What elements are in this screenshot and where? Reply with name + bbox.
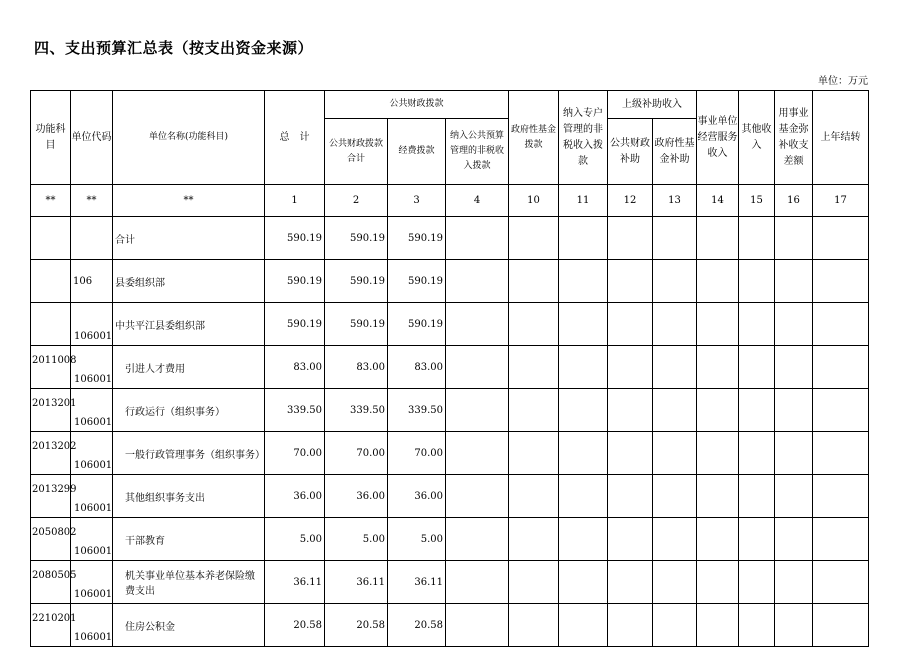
empty-cell [813,303,869,346]
funding-cell: 36.00 [388,475,446,518]
index-cell: 11 [559,185,608,217]
empty-cell [446,346,509,389]
total-cell: 83.00 [265,346,325,389]
empty-cell [775,303,813,346]
empty-cell [509,561,559,604]
table-row [31,217,869,260]
public-total-cell: 70.00 [325,432,388,475]
total-cell: 339.50 [265,389,325,432]
empty-cell [559,346,608,389]
empty-cell [697,561,739,604]
unit-name-cell: 一般行政管理事务（组织事务） [113,432,265,475]
page-title: 四、支出预算汇总表（按支出资金来源） [34,39,314,57]
index-cell: 2 [325,185,388,217]
unit-code-cell: 106001 [71,475,113,518]
index-cell: 10 [509,185,559,217]
unit-code-cell: 106001 [71,604,113,647]
unit-code-cell: 106001 [71,303,113,346]
empty-cell [813,475,869,518]
empty-cell [697,432,739,475]
table-row [31,432,869,475]
header-unit-code: 单位代码 [71,91,113,185]
table-row [31,518,869,561]
header-non-tax: 纳入公共预算管理的非税收入拨款 [446,119,509,185]
index-cell: ** [113,185,265,217]
header-unit-name: 单位名称(功能科目) [113,91,265,185]
empty-cell [653,346,697,389]
unit-code-cell: 106001 [71,346,113,389]
header-carry-over: 上年结转 [813,91,869,185]
public-total-cell: 5.00 [325,518,388,561]
empty-cell [446,389,509,432]
empty-cell [559,561,608,604]
empty-cell [697,475,739,518]
empty-cell [446,604,509,647]
empty-cell [697,217,739,260]
empty-cell [775,475,813,518]
header-gov-fund: 政府性基金拨款 [509,91,559,185]
index-cell: ** [71,185,113,217]
total-cell: 36.00 [265,475,325,518]
empty-cell [739,389,775,432]
index-cell: ** [31,185,71,217]
func-code-cell: 2050802 [31,518,71,561]
empty-cell [697,604,739,647]
index-cell: 13 [653,185,697,217]
empty-cell [559,604,608,647]
empty-cell [813,260,869,303]
empty-cell [608,604,653,647]
empty-cell [775,518,813,561]
empty-cell [653,518,697,561]
index-cell: 12 [608,185,653,217]
empty-cell [775,346,813,389]
empty-cell [813,217,869,260]
empty-cell [739,561,775,604]
empty-cell [653,217,697,260]
empty-cell [813,604,869,647]
empty-cell [653,561,697,604]
empty-cell [813,432,869,475]
empty-cell [739,518,775,561]
empty-cell [608,260,653,303]
index-cell: 16 [775,185,813,217]
funding-cell: 590.19 [388,217,446,260]
empty-cell [608,346,653,389]
empty-cell [775,260,813,303]
unit-code-cell: 106001 [71,432,113,475]
empty-cell [608,217,653,260]
empty-cell [653,604,697,647]
empty-cell [813,389,869,432]
table-body [31,217,869,647]
empty-cell [775,604,813,647]
empty-cell [608,432,653,475]
public-total-cell: 36.11 [325,561,388,604]
empty-cell [509,303,559,346]
empty-cell [559,475,608,518]
empty-cell [509,604,559,647]
total-cell: 590.19 [265,303,325,346]
func-code-cell: 2011008 [31,346,71,389]
empty-cell [509,432,559,475]
empty-cell [559,389,608,432]
public-total-cell: 590.19 [325,303,388,346]
public-total-cell: 83.00 [325,346,388,389]
table-row [31,604,869,647]
table-header [31,91,869,217]
empty-cell [509,389,559,432]
empty-cell [446,518,509,561]
header-public-finance-total: 公共财政拨款合计 [325,119,388,185]
unit-name-cell: 其他组织事务支出 [113,475,265,518]
funding-cell: 339.50 [388,389,446,432]
header-func-code: 功能科目 [31,91,71,185]
empty-cell [653,389,697,432]
func-code-cell [31,260,71,303]
unit-name-cell: 合计 [113,217,265,260]
index-cell: 14 [697,185,739,217]
func-code-cell: 2013202 [31,432,71,475]
public-total-cell: 36.00 [325,475,388,518]
empty-cell [509,260,559,303]
table-row [31,561,869,604]
funding-cell: 590.19 [388,260,446,303]
header-funding: 经费拨款 [388,119,446,185]
empty-cell [509,518,559,561]
funding-cell: 5.00 [388,518,446,561]
table-row [31,475,869,518]
index-row [31,185,869,217]
index-cell: 15 [739,185,775,217]
total-cell: 5.00 [265,518,325,561]
unit-code-cell: 106 [71,260,113,303]
header-operating: 事业单位经营服务收入 [697,91,739,185]
empty-cell [653,260,697,303]
unit-code-cell: 106001 [71,518,113,561]
empty-cell [813,518,869,561]
empty-cell [697,346,739,389]
empty-cell [739,260,775,303]
table-row [31,346,869,389]
public-total-cell: 339.50 [325,389,388,432]
func-code-cell: 2013299 [31,475,71,518]
empty-cell [446,303,509,346]
empty-cell [697,389,739,432]
empty-cell [739,432,775,475]
total-cell: 70.00 [265,432,325,475]
funding-cell: 590.19 [388,303,446,346]
unit-code-cell [71,217,113,260]
empty-cell [509,217,559,260]
unit-label: 单位：万元 [818,76,868,87]
funding-cell: 36.11 [388,561,446,604]
funding-cell: 20.58 [388,604,446,647]
func-code-cell: 2210201 [31,604,71,647]
empty-cell [739,346,775,389]
empty-cell [775,561,813,604]
empty-cell [653,475,697,518]
empty-cell [608,389,653,432]
empty-cell [653,432,697,475]
index-cell: 17 [813,185,869,217]
empty-cell [608,561,653,604]
unit-name-cell: 行政运行（组织事务） [113,389,265,432]
header-superior-public: 公共财政补助 [608,119,653,185]
func-code-cell: 2013201 [31,389,71,432]
unit-code-cell: 106001 [71,561,113,604]
empty-cell [608,303,653,346]
empty-cell [559,518,608,561]
empty-cell [559,260,608,303]
empty-cell [559,217,608,260]
funding-cell: 70.00 [388,432,446,475]
table-row [31,389,869,432]
unit-name-cell: 住房公积金 [113,604,265,647]
empty-cell [446,217,509,260]
index-cell: 3 [388,185,446,217]
empty-cell [509,346,559,389]
total-cell: 590.19 [265,260,325,303]
empty-cell [697,518,739,561]
empty-cell [775,389,813,432]
header-total: 总 计 [265,91,325,185]
empty-cell [813,346,869,389]
total-cell: 36.11 [265,561,325,604]
empty-cell [775,432,813,475]
empty-cell [608,475,653,518]
header-public-finance: 公共财政拨款 [325,91,509,119]
empty-cell [653,303,697,346]
header-special-account: 纳入专户管理的非税收入拨款 [559,91,608,185]
empty-cell [813,561,869,604]
unit-name-cell: 干部教育 [113,518,265,561]
public-total-cell: 590.19 [325,260,388,303]
unit-name-cell: 引进人才费用 [113,346,265,389]
total-cell: 590.19 [265,217,325,260]
func-code-cell [31,217,71,260]
unit-name-cell: 中共平江县委组织部 [113,303,265,346]
unit-code-cell: 106001 [71,389,113,432]
empty-cell [559,432,608,475]
header-make-up: 用事业基金弥补收支差额 [775,91,813,185]
unit-name-cell: 机关事业单位基本养老保险缴费支出 [113,561,265,604]
funding-cell: 83.00 [388,346,446,389]
empty-cell [446,475,509,518]
index-cell: 1 [265,185,325,217]
empty-cell [559,303,608,346]
public-total-cell: 20.58 [325,604,388,647]
empty-cell [697,260,739,303]
header-superior-gov: 政府性基金补助 [653,119,697,185]
empty-cell [509,475,559,518]
total-cell: 20.58 [265,604,325,647]
empty-cell [608,518,653,561]
empty-cell [739,475,775,518]
table-row [31,260,869,303]
empty-cell [446,561,509,604]
empty-cell [446,260,509,303]
empty-cell [775,217,813,260]
table-row [31,303,869,346]
func-code-cell: 2080505 [31,561,71,604]
empty-cell [446,432,509,475]
func-code-cell [31,303,71,346]
index-cell: 4 [446,185,509,217]
header-superior: 上级补助收入 [608,91,697,119]
public-total-cell: 590.19 [325,217,388,260]
header-other: 其他收入 [739,91,775,185]
empty-cell [739,604,775,647]
budget-table [30,90,869,647]
empty-cell [697,303,739,346]
empty-cell [739,217,775,260]
empty-cell [739,303,775,346]
unit-name-cell: 县委组织部 [113,260,265,303]
